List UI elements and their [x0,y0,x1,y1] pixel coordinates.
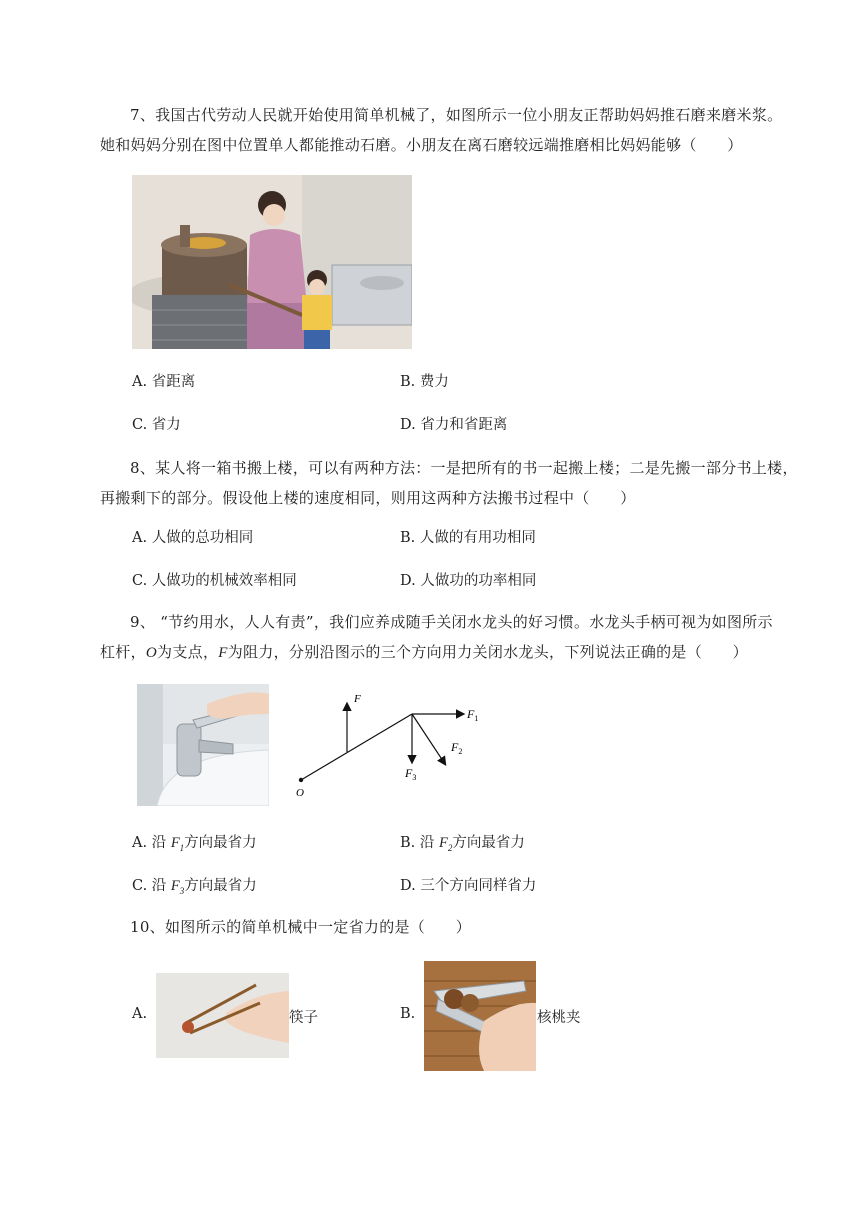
option-text: 沿 [151,878,171,894]
line-text: 为阻力，分别沿图示的三个方向用力关闭水龙头，下列说法正确的是（ ） [227,643,748,661]
question-9-option-c[interactable] [132,874,257,897]
question-10-option-a-letter[interactable]: A. [132,1006,148,1022]
option-letter: A. [132,835,148,851]
option-text: 省力和省距离 [420,417,508,433]
option-sub: 1 [179,842,185,853]
question-7-line1: 7、我国古代劳动人民就开始使用简单机械了，如图所示一位小朋友正帮助妈妈推石磨来磨米浆。 [130,106,783,124]
question-7-option-b[interactable] [400,370,449,391]
question-8-stem [100,453,810,513]
option-sub: 2 [447,842,453,853]
question-7-option-d[interactable] [400,413,507,434]
line-text: 杠杆， [100,643,146,661]
question-10-stem [130,912,810,942]
option-text: 省力 [151,417,181,433]
label-o: O [296,787,304,799]
question-10-line1: 10、如图所示的简单机械中一定省力的是（ ） [130,918,471,936]
option-letter: D. [400,573,416,589]
nutcracker-photo [424,961,536,1071]
lever-force-diagram [285,684,495,806]
option-text: 人做功的机械效率相同 [151,573,297,589]
question-10-option-b-text[interactable]: 核桃夹 [537,1010,581,1026]
question-8-line2: 再搬剩下的部分。假设他上楼的速度相同，则用这两种方法搬书过程中（ ） [100,489,636,507]
option-letter: A. [132,374,148,390]
question-8-option-d[interactable] [400,569,536,590]
question-7-line2: 她和妈妈分别在图中位置单人都能推动石磨。小朋友在离石磨较远端推磨相比妈妈能够（ ） [100,136,743,154]
question-7-option-c[interactable] [132,413,181,434]
option-letter: C. [132,417,148,433]
label-f: F [354,693,361,705]
question-9-line2 [100,637,810,668]
option-letter: D. [400,878,416,894]
option-text: 沿 [151,835,171,851]
label-f3: $F_3$ [405,766,417,782]
option-var: F [438,835,448,851]
option-letter: B. [400,835,416,851]
force-f2-arrow [412,714,445,764]
option-text: 人做的有用功相同 [419,530,536,546]
question-9-option-a[interactable] [132,831,257,854]
chopsticks-photo [156,973,289,1058]
question-8-line1: 8、某人将一箱书搬上楼，可以有两种方法：一是把所有的书一起搬上楼；二是先搬一部分书上楼， [130,459,798,477]
option-text: 人做的总功相同 [151,530,254,546]
option-letter: B. [400,374,416,390]
label-f2: $F_2$ [451,740,463,756]
question-7-option-a[interactable] [132,370,195,391]
label-f1: $F_1$ [467,707,479,723]
question-10-option-b-letter[interactable]: B. [400,1006,416,1022]
option-letter: B. [400,530,416,546]
option-text: 费力 [419,374,449,390]
option-text: 方向最省力 [184,835,257,851]
question-7-stem [100,100,810,160]
var-O: O [145,645,158,661]
question-8-option-a[interactable] [132,526,253,547]
question-8-option-c[interactable] [132,569,297,590]
option-var: F [170,835,180,851]
option-text: 三个方向同样省力 [420,878,537,894]
option-text: 人做功的功率相同 [420,573,537,589]
option-letter: C. [132,573,148,589]
question-10-option-a-text[interactable]: 筷子 [289,1010,318,1026]
question-9-stem [100,607,810,668]
option-letter: C. [132,878,148,894]
question-9-option-b[interactable] [400,831,525,854]
question-9-option-d[interactable] [400,874,536,895]
var-F: F [218,645,228,661]
option-text: 方向最省力 [452,835,525,851]
fulcrum-point [299,778,303,782]
option-sub: 3 [179,885,185,896]
option-text: 沿 [419,835,439,851]
option-var: F [170,878,180,894]
faucet-photo [137,684,269,806]
millstone-illustration [132,175,412,349]
option-text: 省距离 [151,374,196,390]
question-9-line1: 9、 “节约用水，人人有责”，我们应养成随手关闭水龙头的好习惯。水龙头手柄可视为如图所示 [130,613,773,631]
option-letter: A. [132,530,148,546]
option-letter: D. [400,417,416,433]
lever-line [301,714,412,780]
question-8-option-b[interactable] [400,526,536,547]
line-text: 为支点， [157,643,219,661]
option-text: 方向最省力 [184,878,257,894]
